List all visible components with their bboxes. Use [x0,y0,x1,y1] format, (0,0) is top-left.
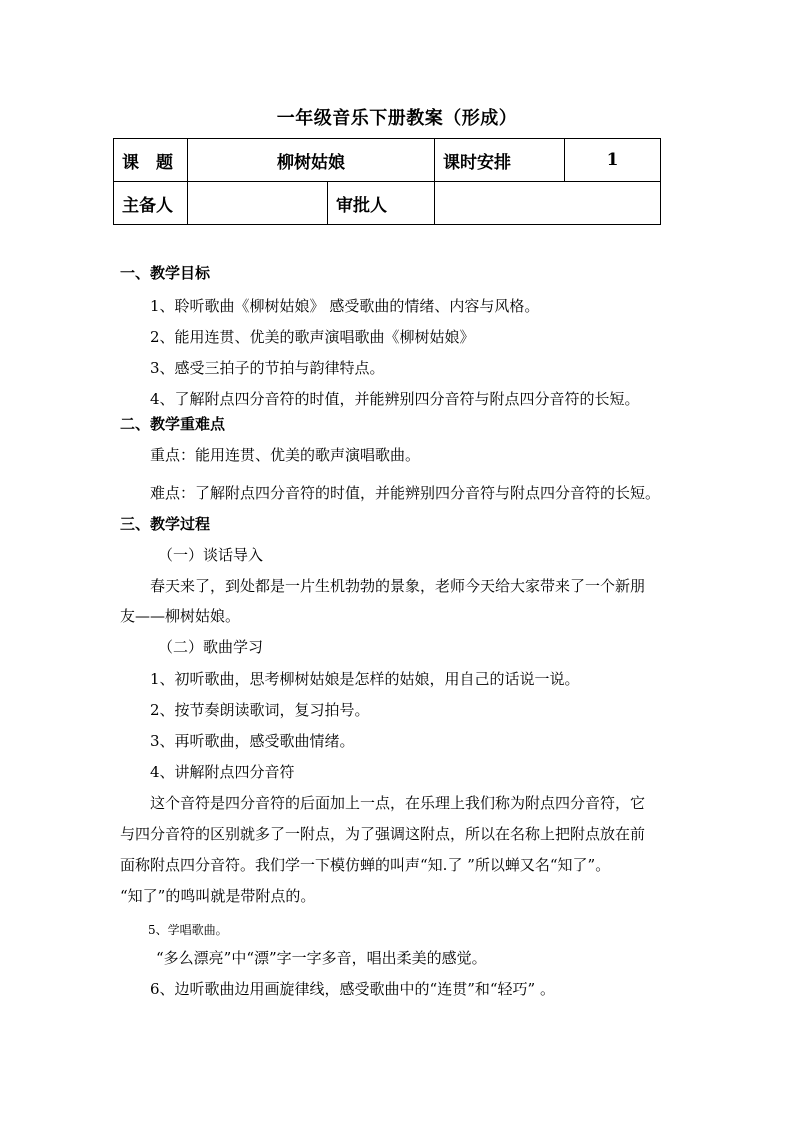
subsection-heading: （二）歌曲学习 [158,638,264,656]
lesson-info-table [113,138,661,225]
step-item: 2、按节奏朗读歌词，复习拍号。 [150,701,370,719]
paragraph-line: 与四分音符的区别就多了一附点，为了强调这附点，所以在名称上把附点放在前 [120,825,646,843]
value-schedule: 1 [565,139,661,182]
step-item: 3、再听歌曲，感受歌曲情绪。 [150,732,355,750]
paragraph-line: 友——柳树姑娘。 [120,607,241,625]
label-approver: 审批人 [328,182,435,225]
label-topic: 课 题 [114,139,188,182]
document-title: 一年级音乐下册教案（形成） [276,108,518,129]
value-approver [435,182,661,225]
key-point: 重点：能用连贯、优美的歌声演唱歌曲。 [150,446,421,464]
paragraph-line: “知了”的鸣叫就是带附点的。 [120,887,316,905]
section-heading: 一、教学目标 [120,264,211,282]
goal-item: 3、感受三拍子的节拍与韵律特点。 [150,359,385,377]
table-row [114,182,661,225]
label-schedule: 课时安排 [435,139,565,182]
subsection-heading: （一）谈话导入 [158,546,264,564]
section-heading: 三、教学过程 [120,515,211,533]
paragraph-line: “多么漂亮”中“漂”字一字多音，唱出柔美的感觉。 [156,949,487,967]
section-heading: 二、教学重难点 [120,415,226,433]
paragraph-line: 这个音符是四分音符的后面加上一点，在乐理上我们称为附点四分音符，它 [150,794,646,812]
paragraph-line: 面称附点四分音符。我们学一下模仿蝉的叫声“知.了 ”所以蝉又名“知了”。 [120,856,611,874]
value-topic: 柳树姑娘 [188,139,435,182]
step-item: 1、初听歌曲，思考柳树姑娘是怎样的姑娘，用自己的话说一说。 [150,670,580,688]
goal-item: 1、聆听歌曲《柳树姑娘》 感受歌曲的情绪、内容与风格。 [150,297,540,315]
goal-item: 4、了解附点四分音符的时值，并能辨别四分音符与附点四分音符的长短。 [150,390,640,408]
goal-item: 2、能用连贯、优美的歌声演唱歌曲《柳树姑娘》 [150,328,475,346]
table-row [114,139,661,182]
difficult-point: 难点：了解附点四分音符的时值，并能辨别四分音符与附点四分音符的长短。 [150,484,661,502]
value-preparer [188,182,328,225]
step-item: 4、讲解附点四分音符 [150,763,295,781]
paragraph-line: 春天来了，到处都是一片生机勃勃的景象，老师今天给大家带来了一个新朋 [150,577,646,595]
step-item: 5、学唱歌曲。 [148,923,228,937]
step-item: 6、边听歌曲边用画旋律线，感受歌曲中的“连贯”和“轻巧” 。 [150,980,555,998]
label-preparer: 主备人 [114,182,188,225]
